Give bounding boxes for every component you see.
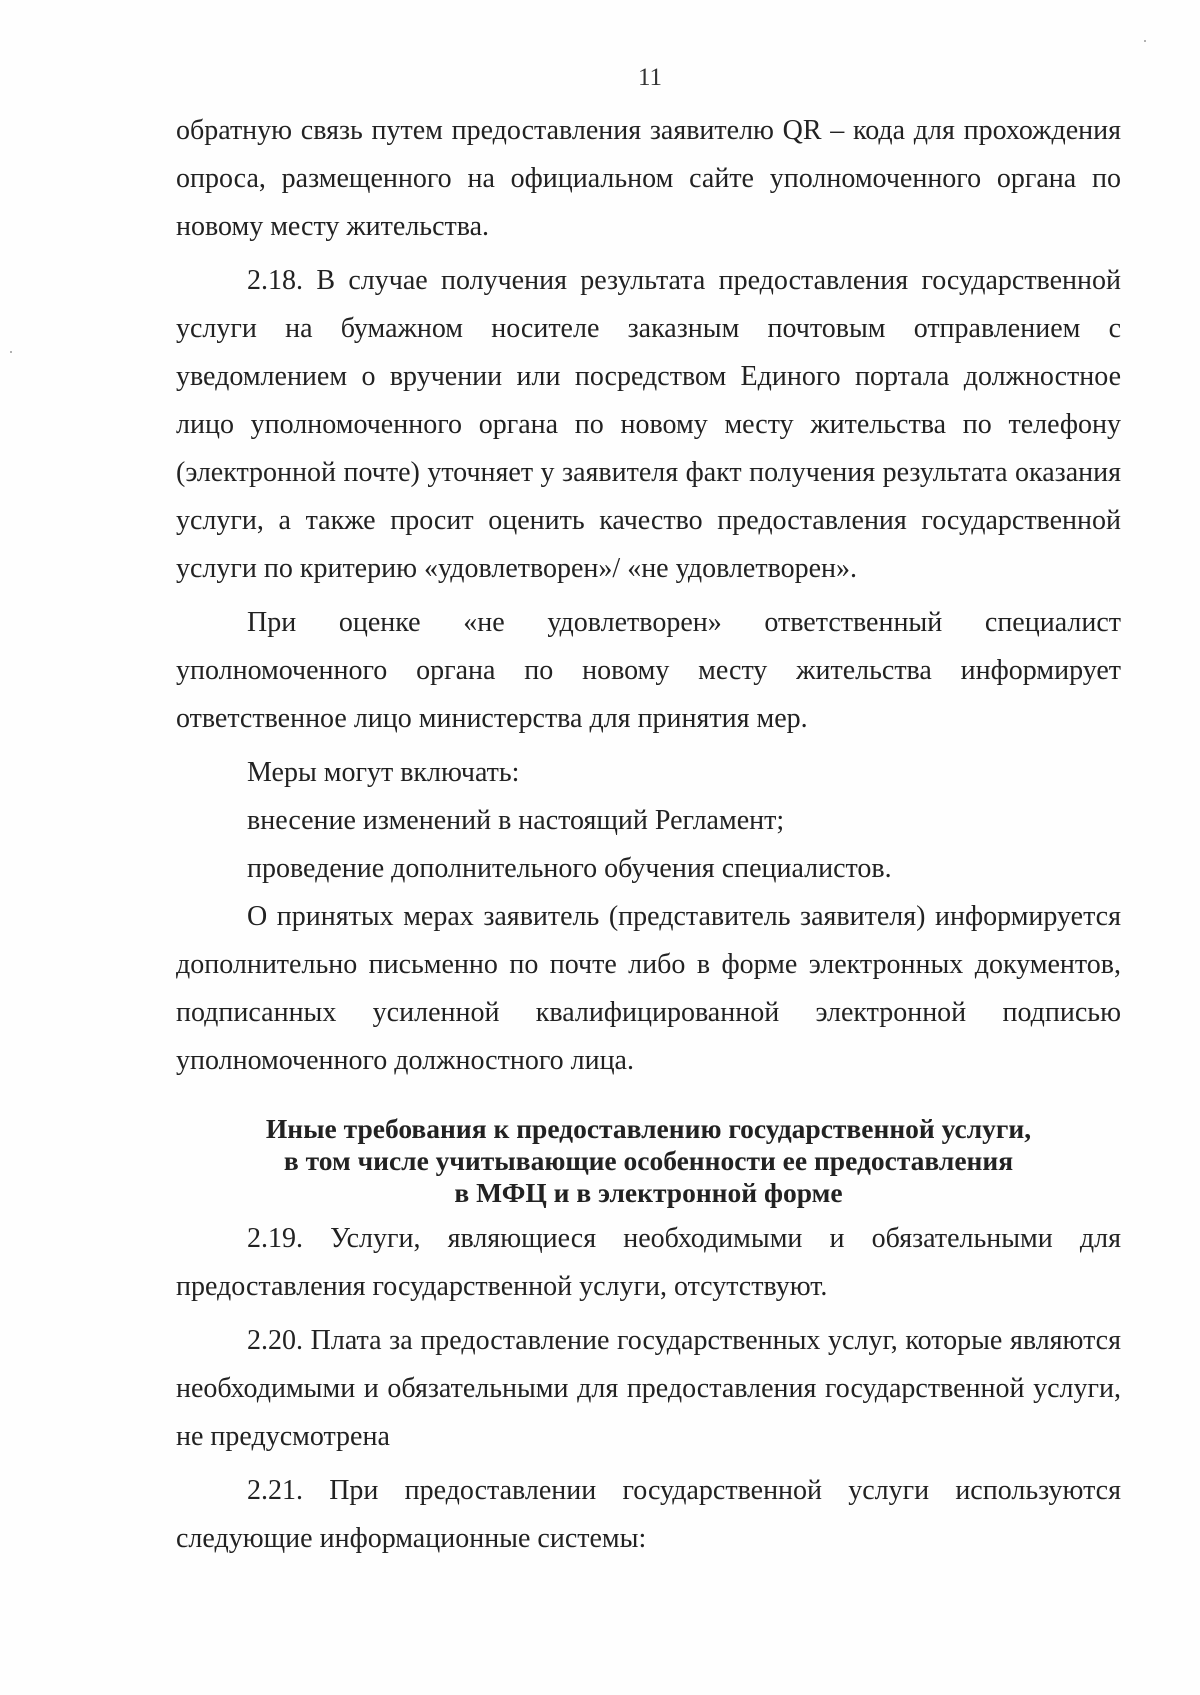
paragraph-2-18: 2.18. В случае получения результата предоставления государственной услуги на бумажном носителе заказным почтовым отправлением с уведомлением о вручении или посредством Единого портала должностное лицо уполномоченного органа по новому месту жительства по телефону (электронной почте) уточняет у заявителя факт получения результата оказания услуги, а также просит оценить качество предоставления государственной услуги по критерию «удовлетворен»/ «не удовлетворен».	[176, 265, 1121, 584]
paragraph-measure-2: проведение дополнительного обучения специалистов.	[247, 853, 892, 884]
paragraph-feedback-continuation: обратную связь путем предоставления заявителю QR – кода для прохождения опроса, размещенного на официальном сайте уполномоченного органа по новому месту жительства.	[176, 115, 1121, 242]
paragraph-2-21: 2.21. При предоставлении государственной услуги используются следующие информационные системы:	[176, 1475, 1121, 1554]
paragraph-2-20: 2.20. Плата за предоставление государственных услуг, которые являются необходимыми и обязательными для предоставления государственной услуги, не предусмотрена	[176, 1325, 1121, 1452]
paragraph-measures-intro: Меры могут включать:	[247, 757, 520, 788]
paragraph-measure-1: внесение изменений в настоящий Регламент;	[247, 805, 785, 836]
document-body	[176, 107, 1121, 1563]
scan-dot	[1144, 40, 1146, 42]
paragraph-2-19: 2.19. Услуги, являющиеся необходимыми и обязательными для предоставления государственной услуги, отсутствуют.	[176, 1223, 1121, 1302]
paragraph-applicant-informed: О принятых мерах заявитель (представитель заявителя) информируется дополнительно письменно по почте либо в форме электронных документов, подписанных усиленной квалифицированной электронной подписью уполномоченного должностного лица.	[176, 901, 1121, 1076]
section-heading-line-3: в МФЦ и в электронной форме	[454, 1177, 843, 1208]
paragraph-unsatisfied-rating: При оценке «не удовлетворен» ответственный специалист уполномоченного органа по новому месту жительства информирует ответственное лицо министерства для принятия мер.	[176, 607, 1121, 734]
scan-dot	[10, 351, 12, 353]
section-heading-line-1: Иные требования к предоставлению государственной услуги,	[265, 1113, 1032, 1144]
section-heading-line-2: в том числе учитывающие особенности ее предоставления	[283, 1145, 1014, 1176]
section-heading	[176, 1113, 1121, 1209]
page-number: 11	[637, 64, 663, 91]
